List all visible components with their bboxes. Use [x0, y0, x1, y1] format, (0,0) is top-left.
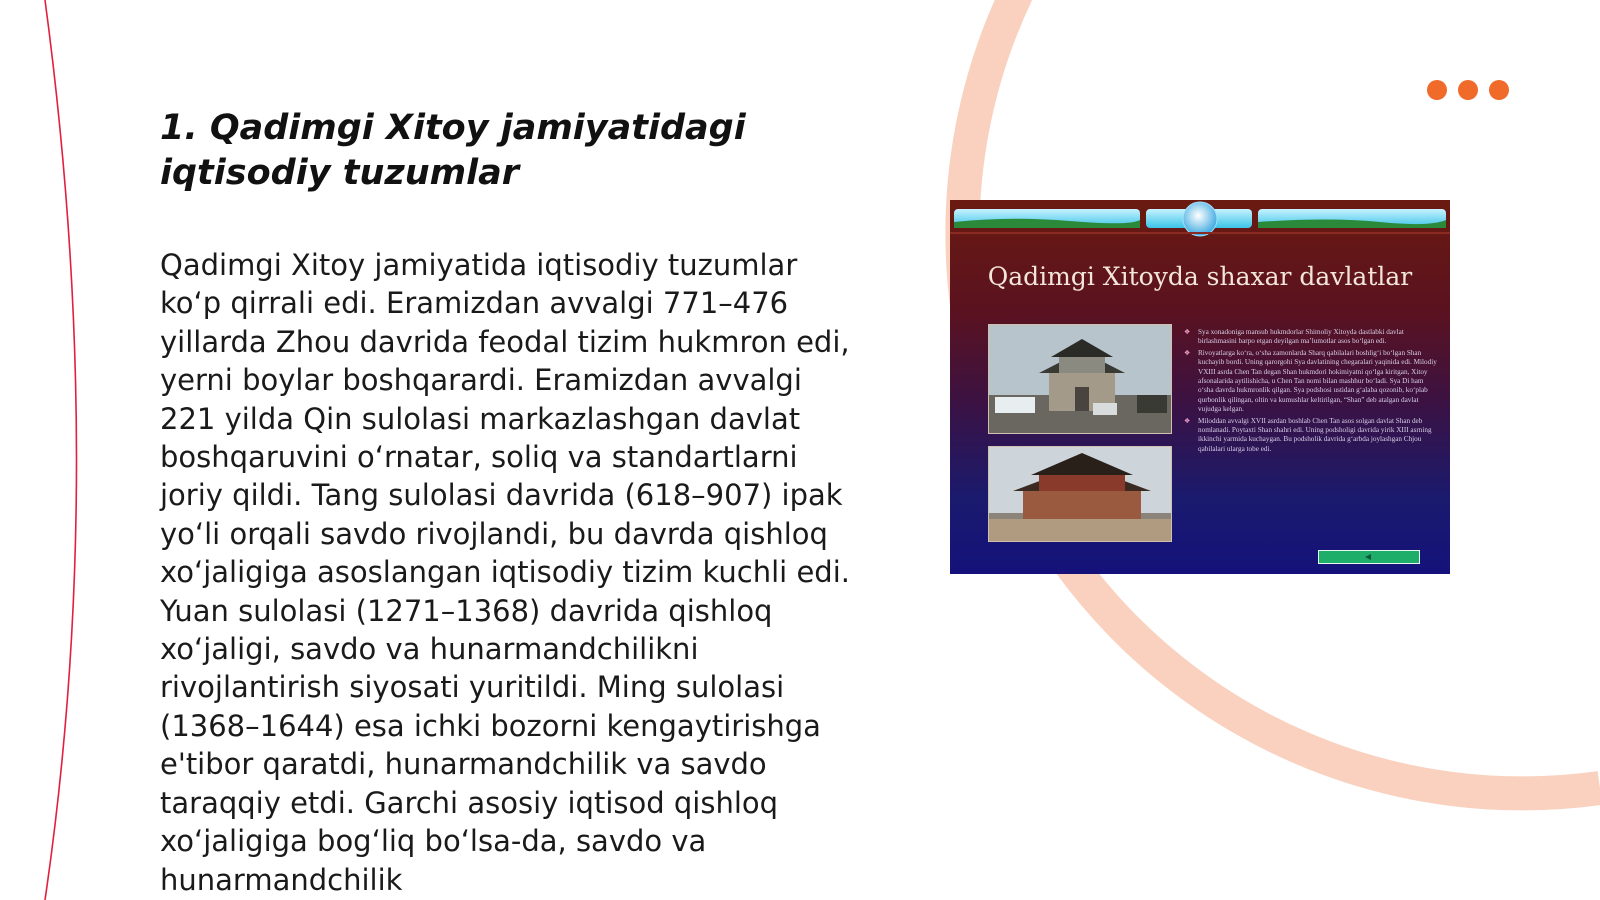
- tower-photo: [988, 446, 1172, 542]
- dot: [1489, 80, 1509, 100]
- slide-image: [950, 200, 1450, 574]
- slide-bullet-list: [1182, 328, 1440, 456]
- decorative-dots: [1427, 80, 1509, 100]
- slide-bullet: ❖ Miloddan avvalgi XVII asrdan boshlab Chen Tan asos solgan davlat Shan deb nomlanadi. Poytaxti Shan shahri edi. Uning podsholigi davrida yirik XIII asrning ikkinchi yarmida kuchaygan. Bu podsholik davrida g‘arbda joylashgan Chjou qabilalari ularga tobe edi.: [1182, 417, 1440, 455]
- dot: [1427, 80, 1447, 100]
- left-curve-line: [45, 0, 77, 900]
- slide-bullet: ❖ Sya xonadoniga mansub hukmdorlar Shimoliy Xitoyda dastlabki davlat birlashmasini barpo etgan deyilgan ma’lumotlar asos bo‘lgan edi.: [1182, 328, 1440, 347]
- slide-bullet: ❖ Rivoyatlarga ko‘ra, o‘sha zamonlarda Sharq qabilalari boshlig‘i bo‘lgan Shan kuchayib bordi. Uning qarorgohi Sya davlatining chegaralari yaqinida edi. Milodiy VXIII asrda Chen Tan degan Shan hukmdori hokimiyatni qo‘lga kiritgan, Xitoy afsonalarida aytilishicha, u Chen Tan nomi bilan mashhur bo‘ladi. Sya Di ham o‘sha davrda hukmronlik qilgan. Sya podshosi ustidan g‘alaba qozonib, ko‘plab qurbonlik qilingan, oltin va kumushlar keltirilgan, “Shan” deb atalgan davlat vujudga kelgan.: [1182, 349, 1440, 415]
- slide-title: Qadimgi Xitoyda shaxar davlatlar: [987, 262, 1413, 291]
- section-title: 1. Qadimgi Xitoy jamiyatidagi iqtisodiy tuzumlar: [160, 108, 746, 193]
- slide-back-button: [1318, 550, 1420, 564]
- slide-header-ornament: [950, 200, 1450, 240]
- body-paragraph: Qadimgi Xitoy jamiyatida iqtisodiy tuzumlar ko‘p qirrali edi. Eramizdan avvalgi 771–476 yillarda Zhou davrida feodal tizim hukmron edi, yerni boylar boshqarardi. Eramizdan avvalgi 221 yilda Qin sulolasi markazlashgan davlat boshqaruvini o‘rnatar, soliq va standartlarni joriy qildi. Tang sulolasi davrida (618–907) ipak yo‘li orqali savdo rivojlandi, bu davrda qishloq xo‘jaligiga asoslangan iqtisodiy tizim kuchli edi. Yuan sulolasi (1271–1368) davrida qishloq xo‘jaligi, savdo va hunarmandchilikni rivojlantirish siyosati yuritildi. Ming sulolasi (1368–1644) esa ichki bozorni kengaytirishga e'tibor qaratdi, hunarmandchilik va savdo taraqqiy etdi. Garchi asosiy iqtisod qishloq xo‘jaligiga bog‘liq bo‘lsa-da, savdo va hunarmandchilik: [160, 248, 850, 897]
- dot: [1458, 80, 1478, 100]
- pagoda-photo: [988, 324, 1172, 434]
